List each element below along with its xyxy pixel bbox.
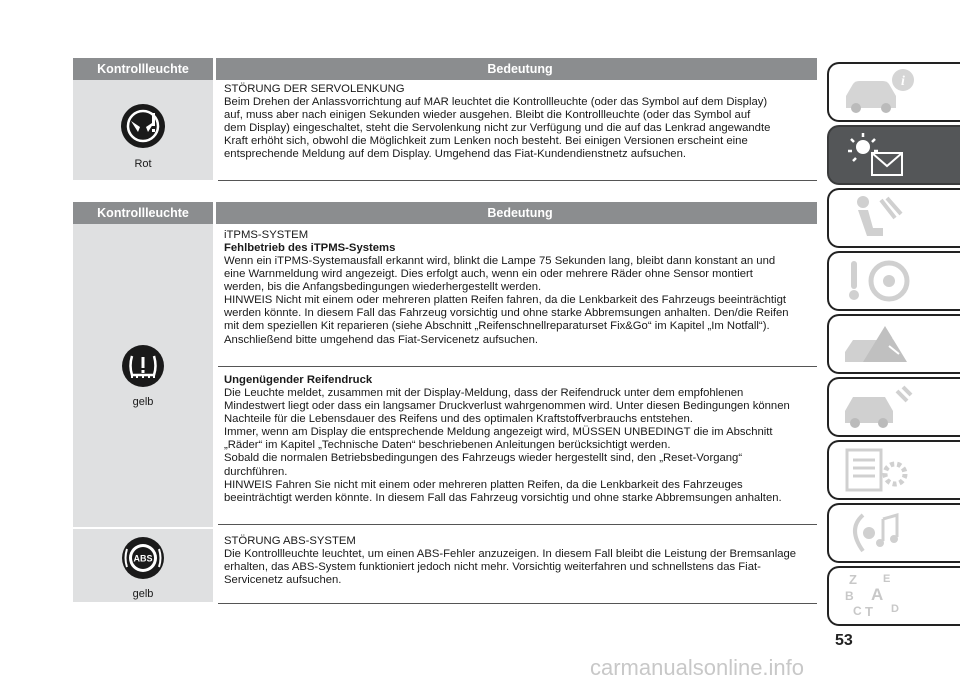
svg-text:D: D [891,603,899,615]
steering-warning-icon [118,101,168,151]
abs-icon [120,535,166,581]
svg-text:E: E [883,573,891,585]
key-steering-wheel-icon [841,255,921,305]
row-divider [218,603,817,604]
row-divider [218,524,817,525]
tpms-description-1: Wenn ein iTPMS-Systemausfall erkannt wird, blinkt die Lampe 75 Sekunden lang, bleibt dann konstant an und eine Warnmeldung wird angezeigt. Dies erfolgt auch, wenn ein oder mehrere Räder ohne Sensor montiert werden, bis die Anfangsbedingungen wiederhergestellt werden. HINWEIS Nicht mit einem oder mehreren platten Reifen fahren, da die Lenkbarkeit des Fahrzeugs beeinträchtigt werden könnte. In diesem Fall das Fahrzeug vorsichtig und ohne starke Abbremsungen anhalten. Den/die Reifen mit dem speziellen Kit reparieren (siehe Abschnitt „Reifenschnellreparaturset Fix&Go“ im Kapitel „Im Notfall“). Anschließend bitte umgehend das Fiat-Servicenetz aufsuchen. [224,255,789,346]
alphabet-index-icon [841,570,921,620]
header-separator [213,58,216,80]
tpms-title: iTPMS-SYSTEM [224,229,309,241]
row-divider [218,366,817,367]
header-kontrollleuchte: Kontrollleuchte [97,206,189,220]
car-accident-icon [841,318,921,368]
description-text: STÖRUNG DER SERVOLENKUNG Beim Drehen der Anlassvorrichtung auf MAR leuchtet die Kontrollleuchte (oder das Symbol auf dem Display) auf, muss aber nach einigen Sekunden wieder ausgehen. Bleibt die Kontrollleuchte (oder das Symbol auf dem Display) eingeschaltet, steht die Servolenkung nicht zur Verfügung und die auf das Lenkrad angewandte Kraft erhöht sich, obwohl die Möglichkeit zum Lenken noch besteht. Bei einigen Versionen erscheint eine entsprechende Meldung auf dem Display. Umgehend das Fiat-Kundendienstnetz aufsuchen. [224,83,771,161]
svg-text:T: T [865,604,873,619]
tire-pressure-icon-wrap [73,343,213,408]
tab-emergency[interactable] [827,314,960,374]
car-service-icon [841,381,921,431]
header-bedeutung: Bedeutung [487,62,553,76]
tab-index[interactable] [827,566,960,626]
tpms-subtitle-fehlbetrieb [224,242,819,255]
specifications-gear-icon [841,444,921,494]
icon-caption: gelb [132,588,154,600]
header-kontrollleuchte: Kontrollleuchte [97,62,189,76]
svg-text:C: C [853,604,862,618]
tab-multimedia[interactable] [827,503,960,563]
tab-warning-lights[interactable] [827,125,960,185]
svg-text:i: i [901,74,905,89]
warning-light-message-icon [839,129,929,181]
tpms-subtitle2-text: Ungenügender Reifendruck [224,374,373,386]
tab-servicing[interactable] [827,377,960,437]
header-separator [213,202,216,224]
warning-table-1 [73,58,817,183]
table-header [73,202,817,224]
page-number: 53 [835,632,853,649]
tab-starting-driving[interactable] [827,251,960,311]
abs-description: STÖRUNG ABS-SYSTEM Die Kontrollleuchte leuchtet, um einen ABS-Fehler anzuzeigen. In diesem Fall bleibt die Leistung der Bremsanlage erhalten, das ABS-System funktioniert jedoch nicht mehr. Vorsichtig weiterfahren und schnellstens das Fiat- Servicenetz aufsuchen. [224,535,797,587]
watermark: carmanualsonline.info [590,655,805,680]
tpms-subtitle-text: Fehlbetrieb des iTPMS-Systems [224,242,396,254]
tire-pressure-icon [120,343,166,389]
abs-icon-label: ABS [133,553,153,564]
seat-airbag-icon [843,192,923,242]
tab-technical-data[interactable] [827,440,960,500]
tpms-subtitle-reifendruck [224,374,819,387]
row-divider [218,180,817,181]
header-bedeutung: Bedeutung [487,206,553,220]
abs-icon-wrap [73,535,213,600]
warning-table-2 [73,202,817,605]
car-info-icon [841,66,921,116]
tpms-description-2: Die Leuchte meldet, zusammen mit der Display-Meldung, dass der Reifendruck unter dem empfohlenen Mindestwert liegt oder dass ein langsamer Druckverlust wahrgenommen wird. Unter diesen Bedingungen können Nachteile für die Lebensdauer des Reifens und des optimalen Kraftstoffverbrauchs entstehen. Immer, wenn am Display die entsprechende Meldung angezeigt wird, MÜSSEN UNBEDINGT die im Abschnitt „Räder“ im Kapitel „Technische Daten“ beschriebenen Anleitungen berücksichtigt werden. Sobald die normalen Betriebsbedingungen des Fahrzeugs wieder hergestellt sind, den „Reset-Vorgang“ durchführen. HINWEIS Fahren Sie nicht mit einem oder mehreren platten Reifen, da die Lenkbarkeit des Fahrzeuges beeinträchtigt werden könnte. In diesem Fall das Fahrzeug vorsichtig und ohne starke Abbremsungen anhalten. [224,387,790,504]
icon-caption: Rot [134,158,152,170]
tab-safety[interactable] [827,188,960,248]
svg-text:A: A [871,585,884,604]
multimedia-icon [843,507,923,557]
icon-caption: gelb [132,396,154,408]
tab-car-info[interactable] [827,62,960,122]
svg-text:B: B [845,589,854,603]
steering-warning-icon-wrap [73,101,213,170]
table-header [73,58,817,80]
svg-text:Z: Z [849,572,857,587]
